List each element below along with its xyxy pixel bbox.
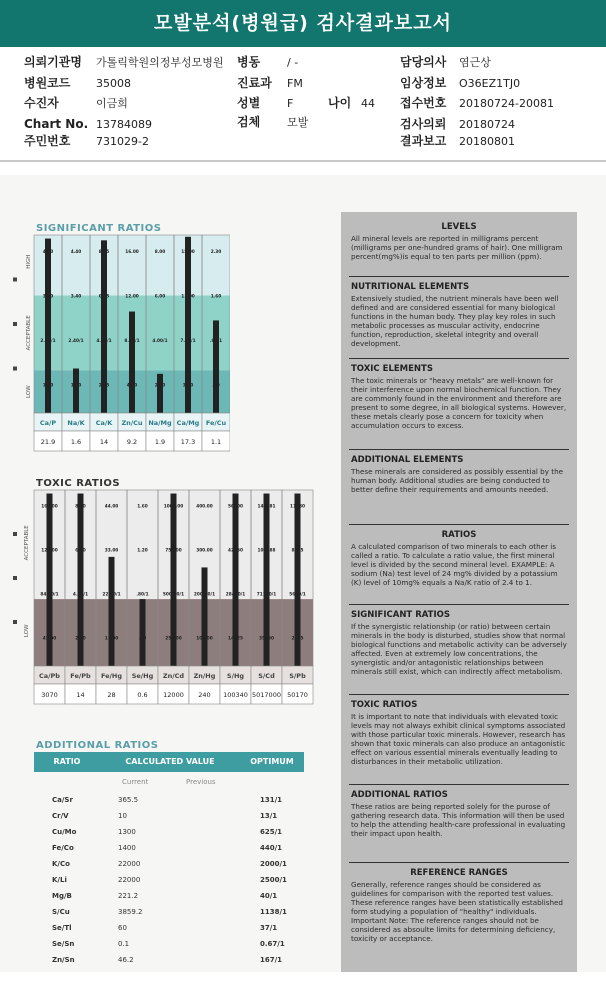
- significant-ratios-chart: [0, 233, 230, 473]
- column-value: 9.2: [126, 438, 138, 446]
- column-label: S/Pb: [289, 672, 306, 680]
- report-label: 결과보고: [400, 134, 447, 148]
- tick-label: 4.40/1: [72, 592, 89, 598]
- table-row: [34, 840, 304, 856]
- row-optimum: 2500/1: [260, 876, 287, 884]
- tick-label: 1000.00: [163, 504, 184, 510]
- tick-label: 8535: [291, 548, 304, 554]
- note-heading: RATIOS: [441, 530, 477, 540]
- row-ratio: Fe/Co: [52, 844, 74, 852]
- dept-label: 진료과: [237, 76, 272, 90]
- note-divider: [349, 784, 569, 785]
- tick-label: 28400/1: [225, 592, 246, 598]
- tick-label: 11.00: [181, 294, 195, 300]
- column-value: 1.6: [70, 438, 82, 446]
- row-optimum: 440/1: [260, 844, 283, 852]
- tick-label: 100.00: [196, 636, 213, 642]
- significant-title: SIGNIFICANT RATIOS: [36, 223, 162, 234]
- row-ratio: Ca/Sr: [52, 796, 73, 804]
- note-divider: [349, 358, 569, 359]
- ward-value: / -: [287, 56, 299, 69]
- table-row: [34, 904, 304, 920]
- column-value: 14: [76, 691, 85, 699]
- col-optimum: OPTIMUM: [240, 752, 304, 772]
- tick-label: 11380: [290, 504, 305, 510]
- note-divider: [349, 604, 569, 605]
- column-value: 14: [99, 438, 109, 446]
- row-current: 10: [118, 812, 127, 820]
- column-value: 100340: [223, 691, 248, 699]
- column-value: 1.9: [154, 438, 166, 446]
- row-optimum: 131/1: [260, 796, 283, 804]
- column-label: Ca/Mg: [176, 419, 200, 427]
- note-text: These ratios are being reported solely for the purose of gathering research data. This information will then be used to help the attending health-care professional in evaluating their impact upon health.: [351, 802, 566, 838]
- tick-label: 400.00: [196, 504, 213, 510]
- note-divider: [349, 694, 569, 695]
- tick-label: 142281: [257, 504, 276, 510]
- row-ratio: Mg/B: [52, 892, 72, 900]
- note-divider: [349, 276, 569, 277]
- column-label: Fe/Pb: [70, 672, 91, 680]
- tick-label: .40: [138, 636, 147, 642]
- table-row: [34, 888, 304, 904]
- row-current: 1400: [118, 844, 136, 852]
- tick-label: 3.00: [42, 294, 54, 300]
- note-heading: NUTRITIONAL ELEMENTS: [351, 282, 470, 292]
- tick-label: 200.00/1: [193, 592, 216, 598]
- institution-label: 의뢰기관명: [24, 55, 82, 69]
- note-text: It is important to note that individuals with elevated toxic levels may not always exhibit clinical symptoms associated with those particular toxic minerals. However, research has shown that toxic minerals can also produce an antagonistic effect on various essential minerals eventually leading to disturbances in their metabolic utilization.: [351, 712, 566, 766]
- name-value: 이금희: [96, 97, 128, 110]
- chart-value: 13784089: [96, 118, 152, 131]
- col-previous: Previous: [186, 778, 216, 786]
- bar-se-hg: [140, 599, 146, 666]
- row-current: 22000: [118, 860, 141, 868]
- column-value: 28: [107, 691, 116, 699]
- tick-label: 4.20/1: [96, 338, 112, 344]
- doctor-value: 염근상: [459, 56, 491, 69]
- note-text: If the synergistic relationship (or ratio) between certain minerals in the body is disturbed, studies show that normal biological functions and metabolic activity can be adversely affected. Even at extremely low concentrations, the synergistic and/or antagonistic relationships between minerals still exist, which can indirectly affect metabolism.: [351, 622, 567, 676]
- tick-label: 4.00: [126, 383, 138, 389]
- row-current: 0.1: [118, 940, 130, 948]
- dept-value: FM: [287, 77, 303, 90]
- tick-label: 1.60: [137, 504, 148, 510]
- column-label: Zn/Cu: [121, 419, 143, 427]
- column-label: Fe/Cu: [205, 419, 227, 427]
- row-optimum: 1138/1: [260, 908, 287, 916]
- column-label: Ca/P: [39, 419, 57, 427]
- receipt-label: 접수번호: [400, 96, 447, 110]
- row-optimum: 40/1: [260, 892, 278, 900]
- column-label: Na/Mg: [148, 419, 172, 427]
- age-value: 44: [361, 97, 375, 110]
- tick-label: 2.00: [154, 383, 166, 389]
- note-divider: [349, 449, 569, 450]
- report-value: 20180801: [459, 135, 515, 148]
- row-optimum: 13/1: [260, 812, 278, 820]
- col-calculated: CALCULATED VALUE: [100, 752, 240, 772]
- institution-value: 가톨릭학원의정부성모병원: [96, 56, 224, 69]
- ward-label: 병동: [237, 55, 261, 69]
- col-ratio: RATIO: [34, 752, 100, 772]
- note-text: All mineral levels are reported in milligrams percent (milligrams per one-hundred grams of hair). One milligram percent(mg%)is equal to ten parts per million (ppm).: [351, 234, 563, 261]
- note-heading: TOXIC RATIOS: [351, 700, 418, 710]
- tick-label: 168.00: [41, 504, 58, 510]
- tick-label: 6.35: [98, 294, 110, 300]
- tick-label: 16.00: [125, 249, 139, 255]
- level-marker: [13, 576, 17, 580]
- toxic-title: TOXIC RATIOS: [36, 478, 121, 489]
- column-value: 1.1: [210, 438, 222, 446]
- chart-label: Chart No.: [24, 117, 89, 131]
- note-heading: REFERENCE RANGES: [410, 868, 508, 878]
- tick-label: .90/1: [209, 338, 223, 344]
- bar-na-mg: [157, 374, 163, 413]
- row-ratio: Cu/Mo: [52, 828, 77, 836]
- tick-label: 1.20: [137, 548, 148, 554]
- tick-label: 4.00/1: [152, 338, 168, 344]
- report-title: 모발분석(병원급) 검사결과보고서: [0, 0, 606, 47]
- tick-label: 84.00/1: [40, 592, 59, 598]
- table-row: [34, 952, 304, 968]
- row-ratio: S/Cu: [52, 908, 70, 916]
- bar-fe-hg: [109, 557, 115, 666]
- tick-label: 42450: [228, 548, 243, 554]
- column-value: 21.9: [40, 438, 56, 446]
- col-current: Current: [122, 778, 149, 786]
- row-optimum: 167/1: [260, 956, 283, 964]
- tick-label: 500.00/1: [162, 592, 185, 598]
- tick-label: 250.00: [165, 636, 182, 642]
- age-label: 나이: [328, 96, 352, 110]
- row-ratio: K/Li: [52, 876, 67, 884]
- note-text: A calculated comparison of two minerals to each other is called a ratio. To calculate a ratio value, the first mineral level is divided by the second mineral level. EXAMPLE: A sodium (Na) test level of 24 mg% divided by a potassium (K) level of 10mg% equals a Na/K ratio of 2.4 to 1.: [351, 542, 558, 587]
- tick-label: 56600: [228, 504, 243, 510]
- tick-label: 750.00: [165, 548, 182, 554]
- note-divider: [349, 862, 569, 863]
- tick-label: 44.00: [104, 504, 119, 510]
- zone-band-0: [34, 235, 230, 296]
- column-label: Ca/Pb: [39, 672, 60, 680]
- note-text: The toxic minerals or "heavy metals" are well-known for their interference upon normal biochemical function. They are commonly found in the environment and therefore are present to some degree, in all biological systems. However, these metals clearly pose a concern for toxicity when accumulation occurs to excess.: [351, 376, 567, 430]
- tick-label: .20: [212, 383, 220, 389]
- tick-label: 33.00: [104, 548, 119, 554]
- column-label: Ca/K: [95, 419, 113, 427]
- id-value: 731029-2: [96, 135, 149, 148]
- tick-label: 12.00: [125, 294, 139, 300]
- tick-label: 11.00: [104, 636, 119, 642]
- tick-label: 4.40: [70, 249, 82, 255]
- table-row: [34, 856, 304, 872]
- toxic-ratios-chart: [0, 488, 315, 710]
- row-current: 3859.2: [118, 908, 143, 916]
- level-marker: [13, 367, 17, 371]
- tick-label: 2.35: [98, 383, 110, 389]
- row-ratio: K/Co: [52, 860, 70, 868]
- tick-label: 42.00: [42, 636, 57, 642]
- column-label: Na/K: [67, 419, 85, 427]
- tick-label: 15.00: [181, 249, 195, 255]
- note-heading: ADDITIONAL ELEMENTS: [351, 455, 464, 465]
- level-marker: [13, 532, 17, 536]
- column-value: 5017000: [252, 691, 281, 699]
- bar-zn-cu: [129, 312, 135, 413]
- tick-label: 8.80: [75, 504, 86, 510]
- column-label: Zn/Hg: [193, 672, 216, 680]
- zone-label: LOW: [26, 385, 32, 398]
- bar-zn-hg: [202, 567, 208, 666]
- level-marker: [13, 322, 17, 326]
- row-current: 46.2: [118, 956, 134, 964]
- column-value: 17.3: [180, 438, 196, 446]
- tick-label: 300.00: [196, 548, 213, 554]
- bar-na-k: [73, 369, 79, 414]
- request-value: 20180724: [459, 118, 515, 131]
- tick-label: 2.20: [75, 636, 86, 642]
- column-label: S/Hg: [226, 672, 245, 680]
- row-ratio: Se/Tl: [52, 924, 72, 932]
- tick-label: 2.30: [210, 249, 222, 255]
- tick-label: 126.00: [41, 548, 58, 554]
- note-heading: TOXIC ELEMENTS: [351, 364, 433, 374]
- zone-label: HIGH: [26, 254, 32, 269]
- explanation-panel: [341, 212, 577, 972]
- row-current: 1300: [118, 828, 136, 836]
- doctor-label: 담당의사: [400, 55, 447, 69]
- zone-label: ACCEPTABLE: [26, 315, 32, 351]
- tick-label: 6.00: [154, 294, 166, 300]
- specimen-label: 검체: [237, 115, 261, 129]
- divider: [0, 160, 606, 162]
- tick-label: 7.40/1: [180, 338, 196, 344]
- tick-label: 1.60: [42, 383, 54, 389]
- column-label: Zn/Cd: [162, 672, 185, 680]
- table-row: [34, 920, 304, 936]
- note-heading: LEVELS: [441, 222, 477, 232]
- tick-label: 2845: [291, 636, 304, 642]
- column-label: Fe/Hg: [100, 672, 123, 680]
- note-text: These minerals are considered as possibly essential by the human body. Additional studies are being conducted to better define their requirements and amounts needed.: [351, 467, 564, 494]
- sex-value: F: [287, 97, 294, 110]
- bar-fe-cu: [213, 320, 219, 413]
- table-row: [34, 936, 304, 952]
- name-label: 수진자: [24, 96, 59, 110]
- tick-label: 3.40: [70, 294, 82, 300]
- zone-label: LOW: [24, 624, 30, 638]
- row-optimum: 0.67/1: [260, 940, 285, 948]
- row-optimum: 625/1: [260, 828, 283, 836]
- row-ratio: Zn/Sn: [52, 956, 75, 964]
- note-heading: SIGNIFICANT RATIOS: [351, 610, 450, 620]
- tick-label: 71120/1: [256, 592, 277, 598]
- level-marker: [13, 620, 17, 624]
- tick-label: 8.00/1: [124, 338, 140, 344]
- row-ratio: Cr/V: [52, 812, 69, 820]
- tick-label: 35550: [259, 636, 274, 642]
- id-label: 주민번호: [24, 134, 71, 148]
- clinical-value: O36EZ1TJ0: [459, 77, 521, 90]
- tick-label: 8.35: [98, 249, 110, 255]
- note-text: Generally, reference ranges should be considered as guidelines for comparison with the reported test values. These reference ranges have been statistically established form studying a population of "healthy" individuals. Important Note: The reference ranges should not be considered as absoulte limits for determining deficiency, toxicity or acceptance.: [351, 880, 563, 943]
- hospital-code-label: 병원코드: [24, 76, 71, 90]
- row-current: 365.5: [118, 796, 139, 804]
- tick-label: 4.00: [42, 249, 54, 255]
- column-value: 12000: [163, 691, 184, 699]
- row-ratio: Se/Sn: [52, 940, 75, 948]
- receipt-value: 20180724-20081: [459, 97, 554, 110]
- request-label: 검사의뢰: [400, 117, 447, 131]
- column-value: 0.6: [137, 691, 148, 699]
- sex-label: 성별: [237, 96, 261, 110]
- tick-label: 2.40/1: [68, 338, 84, 344]
- patient-info: [0, 52, 606, 160]
- tick-label: 8.00: [154, 249, 166, 255]
- clinical-label: 임상정보: [400, 76, 447, 90]
- table-row: [34, 792, 304, 808]
- tick-label: 6.60: [75, 548, 86, 554]
- column-label: Se/Hg: [131, 672, 154, 680]
- column-value: 50170: [287, 691, 308, 699]
- row-current: 221.2: [118, 892, 139, 900]
- note-text: Extensively studied, the nutrient minerals have been well defined and are considered essential for many biological functions in the human body. They play key roles in such metabolic processes as muscular activity, endocrine function, reproduction, skeletal integrity and overall development.: [351, 294, 559, 348]
- column-label: S/Cd: [258, 672, 275, 680]
- note-heading: ADDITIONAL RATIOS: [351, 790, 448, 800]
- row-optimum: 2000/1: [260, 860, 287, 868]
- tick-label: 2.60/1: [40, 338, 56, 344]
- tick-label: 5690/1: [289, 592, 306, 598]
- tick-label: 1.60: [210, 294, 222, 300]
- table-row: [34, 808, 304, 824]
- tick-label: .80/1: [136, 592, 149, 598]
- additional-title: ADDITIONAL RATIOS: [36, 740, 159, 751]
- tick-label: 3.00: [182, 383, 194, 389]
- tick-label: 22.00/1: [102, 592, 121, 598]
- hospital-code-value: 35008: [96, 77, 131, 90]
- zone-label: ACCEPTABLE: [24, 525, 30, 561]
- level-marker: [13, 278, 17, 282]
- row-current: 60: [118, 924, 127, 932]
- note-divider: [349, 524, 569, 525]
- tick-label: 14225: [228, 636, 243, 642]
- column-value: 3070: [41, 691, 58, 699]
- row-optimum: 37/1: [260, 924, 278, 932]
- table-row: [34, 872, 304, 888]
- row-current: 22000: [118, 876, 141, 884]
- specimen-value: 모발: [287, 116, 309, 129]
- tick-label: 1.40: [70, 383, 82, 389]
- column-value: 240: [198, 691, 211, 699]
- tick-label: 106688: [257, 548, 276, 554]
- table-row: [34, 824, 304, 840]
